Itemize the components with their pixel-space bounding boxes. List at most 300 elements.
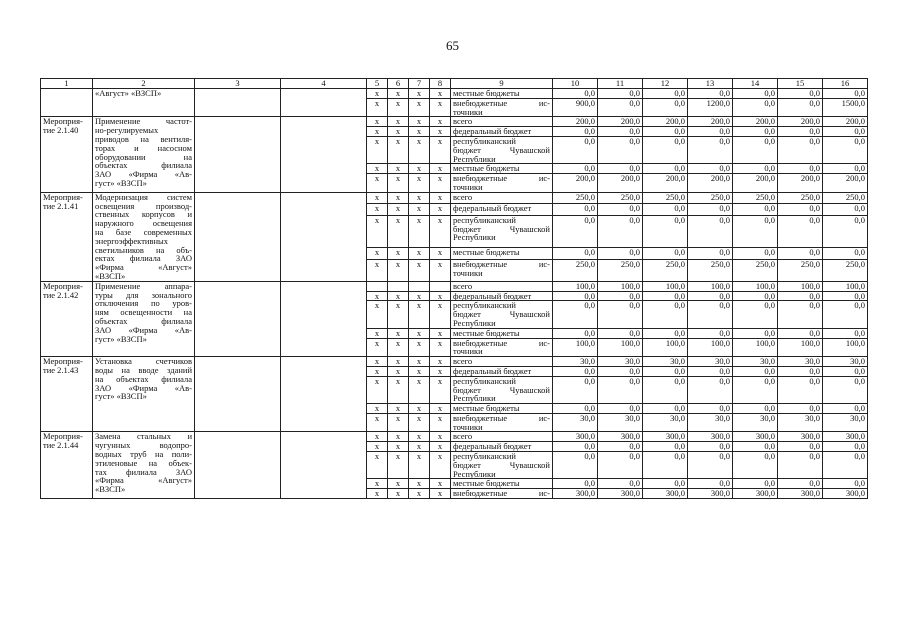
amount-cell: 0,0	[553, 127, 598, 137]
mark-cell: x	[367, 164, 388, 174]
funding-source-line: федеральный бюджет	[453, 126, 532, 137]
mark-cell: x	[430, 404, 451, 414]
amount-cell: 0,0	[643, 89, 688, 99]
amount-cell: 0,0	[778, 164, 823, 174]
activity-description-line: «Фирма «Август»	[95, 262, 192, 273]
mark-cell: x	[388, 328, 409, 338]
amount-cell: 0,0	[598, 328, 643, 338]
funding-source-cell	[451, 376, 553, 403]
amount-cell: 0,0	[823, 164, 868, 174]
column-3-cell	[195, 357, 281, 432]
mark-cell: x	[409, 442, 430, 452]
amount-cell: 0,0	[643, 291, 688, 301]
funding-source-line: бюджет Чувашской	[453, 459, 550, 470]
amount-cell: 0,0	[823, 301, 868, 328]
column-number: 5	[367, 79, 388, 89]
funding-source-line: точники	[453, 181, 483, 192]
activity-description-line: ЗАО «Фирма «Ав-	[95, 169, 192, 180]
activity-description-line: объектах филиала	[95, 315, 192, 326]
funding-source-cell	[451, 413, 553, 432]
amount-cell: 250,0	[598, 259, 643, 281]
amount-cell: 200,0	[553, 117, 598, 127]
amount-cell: 100,0	[823, 281, 868, 291]
amount-cell: 0,0	[688, 442, 733, 452]
amount-cell: 250,0	[688, 192, 733, 204]
mark-cell: x	[430, 259, 451, 281]
funding-source-line: федеральный бюджет	[453, 366, 532, 376]
column-3-cell	[195, 117, 281, 192]
budget-row	[41, 117, 868, 127]
activity-description-line: густ» «ВЗСП»	[95, 333, 147, 344]
mark-cell: x	[409, 259, 430, 281]
amount-cell: 250,0	[598, 192, 643, 204]
funding-source-cell	[451, 98, 553, 117]
amount-cell: 200,0	[643, 117, 688, 127]
mark-cell: x	[409, 413, 430, 432]
amount-cell: 100,0	[553, 281, 598, 291]
amount-cell: 0,0	[688, 301, 733, 328]
amount-cell: 0,0	[643, 127, 688, 137]
amount-cell: 300,0	[598, 489, 643, 499]
mark-cell: x	[388, 117, 409, 127]
mark-cell: x	[430, 479, 451, 489]
amount-cell: 0,0	[688, 164, 733, 174]
mark-cell: x	[367, 136, 388, 163]
amount-cell: 0,0	[733, 164, 778, 174]
funding-source-line: всего	[453, 116, 473, 127]
amount-cell: 250,0	[733, 259, 778, 281]
funding-source-line: всего	[453, 281, 473, 291]
amount-cell: 200,0	[733, 117, 778, 127]
activity-description-line: туры для зонального	[95, 289, 192, 300]
mark-cell	[409, 281, 430, 291]
amount-cell: 0,0	[778, 404, 823, 414]
amount-cell: 0,0	[823, 452, 868, 479]
activity-description-cell	[93, 89, 195, 117]
column-4-cell	[281, 432, 367, 499]
amount-cell: 0,0	[688, 376, 733, 403]
amount-cell: 250,0	[823, 192, 868, 204]
amount-cell: 0,0	[688, 136, 733, 163]
funding-source-line: республиканский	[453, 215, 516, 225]
mark-cell: x	[367, 357, 388, 367]
activity-description-line: Замена стальных и	[95, 431, 192, 442]
amount-cell: 100,0	[733, 281, 778, 291]
amount-cell: 0,0	[598, 404, 643, 414]
amount-cell: 30,0	[598, 413, 643, 432]
activity-description-cell	[93, 117, 195, 192]
funding-source-cell	[451, 174, 553, 193]
mark-cell: x	[367, 248, 388, 260]
mark-cell: x	[388, 452, 409, 479]
funding-source-line: федеральный бюджет	[453, 203, 532, 214]
activity-description-line: Применение аппара-	[95, 281, 192, 291]
amount-cell: 0,0	[733, 452, 778, 479]
mark-cell	[430, 281, 451, 291]
activity-label-line: тие 2.1.40	[43, 125, 79, 136]
column-number: 7	[409, 79, 430, 89]
mark-cell: x	[409, 174, 430, 193]
amount-cell: 0,0	[553, 404, 598, 414]
amount-cell: 0,0	[598, 442, 643, 452]
budget-row	[41, 357, 868, 367]
mark-cell: x	[430, 164, 451, 174]
mark-cell: x	[388, 259, 409, 281]
mark-cell: x	[367, 215, 388, 247]
mark-cell: x	[409, 117, 430, 127]
activity-description-line: отключения по уров-	[95, 298, 192, 309]
amount-cell: 0,0	[553, 204, 598, 216]
amount-cell: 0,0	[733, 89, 778, 99]
amount-cell: 0,0	[823, 204, 868, 216]
mark-cell: x	[367, 98, 388, 117]
funding-source-cell	[451, 338, 553, 357]
activity-description-line: «Фирма «Август»	[95, 475, 192, 486]
funding-source-cell	[451, 259, 553, 281]
mark-cell: x	[367, 204, 388, 216]
budget-row	[41, 192, 868, 204]
amount-cell: 0,0	[733, 291, 778, 301]
activity-description-line: Установка счетчиков	[95, 356, 192, 367]
column-number: 8	[430, 79, 451, 89]
amount-cell: 30,0	[553, 413, 598, 432]
funding-source-line: всего	[453, 356, 473, 367]
amount-cell: 0,0	[643, 442, 688, 452]
amount-cell: 0,0	[733, 301, 778, 328]
amount-cell: 0,0	[688, 404, 733, 414]
amount-cell: 0,0	[553, 301, 598, 328]
amount-cell: 200,0	[643, 174, 688, 193]
funding-source-cell	[451, 117, 553, 127]
activity-description-line: торах и насосном	[95, 142, 192, 153]
funding-source-line: точники	[453, 106, 483, 117]
mark-cell: x	[388, 89, 409, 99]
amount-cell: 0,0	[778, 89, 823, 99]
amount-cell: 0,0	[598, 301, 643, 328]
amount-cell: 900,0	[553, 98, 598, 117]
funding-source-line: бюджет Чувашской	[453, 223, 550, 234]
mark-cell: x	[409, 248, 430, 260]
amount-cell: 0,0	[688, 452, 733, 479]
column-3-cell	[195, 192, 281, 281]
column-4-cell	[281, 281, 367, 356]
amount-cell: 0,0	[688, 248, 733, 260]
amount-cell: 0,0	[778, 376, 823, 403]
funding-source-line: внебюджетные ис-	[453, 259, 550, 269]
amount-cell: 0,0	[778, 291, 823, 301]
amount-cell: 0,0	[688, 89, 733, 99]
mark-cell: x	[430, 127, 451, 137]
amount-cell: 0,0	[643, 204, 688, 216]
column-number: 16	[823, 79, 868, 89]
amount-cell: 30,0	[598, 357, 643, 367]
funding-source-line: республиканский	[453, 376, 516, 386]
amount-cell: 300,0	[688, 489, 733, 499]
funding-source-cell	[451, 248, 553, 260]
mark-cell: x	[430, 215, 451, 247]
amount-cell: 0,0	[688, 204, 733, 216]
mark-cell: x	[409, 357, 430, 367]
amount-cell: 250,0	[823, 259, 868, 281]
mark-cell: x	[430, 366, 451, 376]
budget-row	[41, 432, 868, 442]
activity-description-line: ектах филиала ЗАО	[95, 253, 192, 264]
amount-cell: 100,0	[823, 338, 868, 357]
amount-cell: 30,0	[643, 413, 688, 432]
activity-label-line: тие 2.1.44	[43, 440, 79, 451]
amount-cell: 0,0	[553, 479, 598, 489]
amount-cell: 200,0	[688, 174, 733, 193]
amount-cell: 250,0	[553, 259, 598, 281]
mark-cell: x	[367, 452, 388, 479]
amount-cell: 0,0	[733, 136, 778, 163]
amount-cell: 0,0	[598, 452, 643, 479]
amount-cell: 30,0	[688, 413, 733, 432]
funding-source-line: внебюджетные ис-	[453, 338, 550, 348]
amount-cell: 30,0	[778, 413, 823, 432]
activity-label-cell	[41, 281, 93, 356]
mark-cell: x	[430, 136, 451, 163]
funding-source-line: бюджет Чувашской	[453, 309, 550, 320]
column-4-cell	[281, 117, 367, 192]
amount-cell: 0,0	[823, 136, 868, 163]
amount-cell: 300,0	[778, 432, 823, 442]
amount-cell: 0,0	[643, 301, 688, 328]
activity-description-cell	[93, 281, 195, 356]
mark-cell: x	[409, 204, 430, 216]
activity-label-line: Мероприя-	[43, 281, 83, 291]
amount-cell: 0,0	[778, 479, 823, 489]
mark-cell: x	[388, 192, 409, 204]
amount-cell: 300,0	[733, 489, 778, 499]
funding-source-cell	[451, 204, 553, 216]
funding-source-line: федеральный бюджет	[453, 291, 532, 301]
activity-label-line: тие 2.1.43	[43, 364, 79, 375]
funding-source-cell	[451, 479, 553, 489]
funding-source-line: Республики	[453, 393, 496, 404]
activity-description-line: густ» «ВЗСП»	[95, 391, 147, 402]
activity-description-line: воды на вводе зданий	[95, 364, 192, 375]
amount-cell: 200,0	[553, 174, 598, 193]
mark-cell: x	[388, 338, 409, 357]
mark-cell: x	[388, 136, 409, 163]
budget-table	[40, 78, 868, 499]
funding-source-line: Республики	[453, 468, 496, 479]
column-4-cell	[281, 192, 367, 281]
page-number: 65	[446, 38, 459, 53]
amount-cell: 0,0	[598, 204, 643, 216]
mark-cell: x	[430, 328, 451, 338]
mark-cell: x	[409, 291, 430, 301]
amount-cell: 0,0	[823, 328, 868, 338]
amount-cell: 0,0	[733, 98, 778, 117]
funding-source-line: внебюджетные ис-	[453, 98, 550, 108]
funding-source-line: республиканский	[453, 300, 516, 311]
amount-cell: 0,0	[643, 479, 688, 489]
amount-cell: 0,0	[553, 366, 598, 376]
funding-source-cell	[451, 281, 553, 291]
amount-cell: 30,0	[733, 357, 778, 367]
mark-cell: x	[367, 117, 388, 127]
amount-cell: 300,0	[778, 489, 823, 499]
activity-description-line: приводов на вентиля-	[95, 133, 192, 144]
amount-cell: 0,0	[733, 404, 778, 414]
amount-cell: 100,0	[598, 281, 643, 291]
amount-cell: 1500,0	[823, 98, 868, 117]
amount-cell: 300,0	[643, 489, 688, 499]
funding-source-cell	[451, 489, 553, 499]
mark-cell: x	[430, 452, 451, 479]
mark-cell: x	[367, 89, 388, 99]
mark-cell: x	[430, 89, 451, 99]
mark-cell: x	[430, 248, 451, 260]
mark-cell	[367, 281, 388, 291]
mark-cell: x	[367, 432, 388, 442]
amount-cell: 250,0	[778, 192, 823, 204]
activity-description-line: светильников на объ-	[95, 244, 192, 255]
amount-cell: 0,0	[778, 248, 823, 260]
mark-cell: x	[430, 204, 451, 216]
amount-cell: 0,0	[598, 479, 643, 489]
amount-cell: 100,0	[778, 281, 823, 291]
mark-cell: x	[409, 328, 430, 338]
amount-cell: 30,0	[823, 357, 868, 367]
amount-cell: 0,0	[553, 164, 598, 174]
amount-cell: 250,0	[643, 192, 688, 204]
mark-cell: x	[430, 489, 451, 499]
mark-cell: x	[367, 259, 388, 281]
amount-cell: 0,0	[643, 98, 688, 117]
mark-cell: x	[409, 366, 430, 376]
amount-cell: 100,0	[643, 338, 688, 357]
activity-description-cell	[93, 192, 195, 281]
mark-cell: x	[430, 338, 451, 357]
amount-cell: 1200,0	[688, 98, 733, 117]
column-3-cell	[195, 281, 281, 356]
amount-cell: 0,0	[643, 404, 688, 414]
mark-cell: x	[367, 338, 388, 357]
amount-cell: 200,0	[778, 174, 823, 193]
amount-cell: 0,0	[598, 376, 643, 403]
mark-cell: x	[430, 291, 451, 301]
amount-cell: 300,0	[823, 432, 868, 442]
column-3-cell	[195, 432, 281, 499]
funding-source-line: точники	[453, 346, 483, 357]
mark-cell: x	[409, 432, 430, 442]
amount-cell: 0,0	[688, 127, 733, 137]
amount-cell: 0,0	[688, 328, 733, 338]
funding-source-line: республиканский	[453, 136, 516, 146]
amount-cell: 0,0	[733, 479, 778, 489]
amount-cell: 0,0	[778, 204, 823, 216]
amount-cell: 0,0	[823, 376, 868, 403]
mark-cell: x	[409, 215, 430, 247]
amount-cell: 0,0	[778, 127, 823, 137]
activity-label-cell	[41, 117, 93, 192]
activity-description-line: объектах филиала	[95, 160, 192, 171]
mark-cell: x	[430, 376, 451, 403]
amount-cell: 0,0	[643, 248, 688, 260]
amount-cell: 0,0	[688, 479, 733, 489]
amount-cell: 0,0	[688, 366, 733, 376]
budget-table-body	[41, 79, 868, 499]
funding-source-line: всего	[453, 431, 473, 442]
amount-cell: 0,0	[778, 98, 823, 117]
funding-source-cell	[451, 291, 553, 301]
activity-description-cell	[93, 432, 195, 499]
amount-cell: 300,0	[733, 432, 778, 442]
activity-description-line: ЗАО «Фирма «Ав-	[95, 324, 192, 335]
column-number: 11	[598, 79, 643, 89]
funding-source-line: местные бюджеты	[453, 247, 520, 258]
amount-cell: 0,0	[643, 366, 688, 376]
mark-cell: x	[388, 204, 409, 216]
mark-cell: x	[409, 89, 430, 99]
activity-label-cell	[41, 357, 93, 432]
activity-description-line: на объектах филиала	[95, 373, 192, 384]
mark-cell: x	[367, 127, 388, 137]
amount-cell: 300,0	[823, 489, 868, 499]
amount-cell: 0,0	[598, 215, 643, 247]
amount-cell: 300,0	[643, 432, 688, 442]
funding-source-line: бюджет Чувашской	[453, 384, 550, 395]
amount-cell: 0,0	[688, 291, 733, 301]
amount-cell: 0,0	[778, 215, 823, 247]
mark-cell: x	[367, 192, 388, 204]
funding-source-cell	[451, 328, 553, 338]
column-number: 14	[733, 79, 778, 89]
amount-cell: 100,0	[553, 338, 598, 357]
amount-cell: 30,0	[643, 357, 688, 367]
mark-cell: x	[388, 404, 409, 414]
amount-cell: 0,0	[778, 452, 823, 479]
funding-source-line: точники	[453, 421, 483, 432]
amount-cell: 0,0	[598, 366, 643, 376]
funding-source-line: местные бюджеты	[453, 328, 520, 338]
mark-cell: x	[367, 489, 388, 499]
mark-cell: x	[409, 489, 430, 499]
funding-source-line: Республики	[453, 232, 496, 243]
amount-cell: 200,0	[733, 174, 778, 193]
funding-source-cell	[451, 127, 553, 137]
amount-cell: 0,0	[598, 136, 643, 163]
amount-cell: 300,0	[553, 432, 598, 442]
amount-cell: 0,0	[643, 452, 688, 479]
activity-description-line: густ» «ВЗСП»	[95, 177, 147, 188]
mark-cell: x	[388, 489, 409, 499]
amount-cell: 250,0	[778, 259, 823, 281]
amount-cell: 30,0	[778, 357, 823, 367]
amount-cell: 100,0	[733, 338, 778, 357]
funding-source-line: всего	[453, 192, 473, 202]
column-number: 4	[281, 79, 367, 89]
amount-cell: 0,0	[733, 442, 778, 452]
amount-cell: 0,0	[733, 215, 778, 247]
funding-source-line: местные бюджеты	[453, 403, 520, 414]
activity-description-line: чугунных водопро-	[95, 440, 192, 451]
funding-source-line: внебюджетные ис-	[453, 173, 550, 184]
mark-cell: x	[430, 117, 451, 127]
mark-cell: x	[430, 192, 451, 204]
amount-cell: 200,0	[823, 117, 868, 127]
mark-cell: x	[367, 442, 388, 452]
amount-cell: 0,0	[733, 366, 778, 376]
amount-cell: 0,0	[823, 404, 868, 414]
column-number-row	[41, 79, 868, 89]
mark-cell: x	[430, 301, 451, 328]
amount-cell: 300,0	[598, 432, 643, 442]
column-number: 1	[41, 79, 93, 89]
